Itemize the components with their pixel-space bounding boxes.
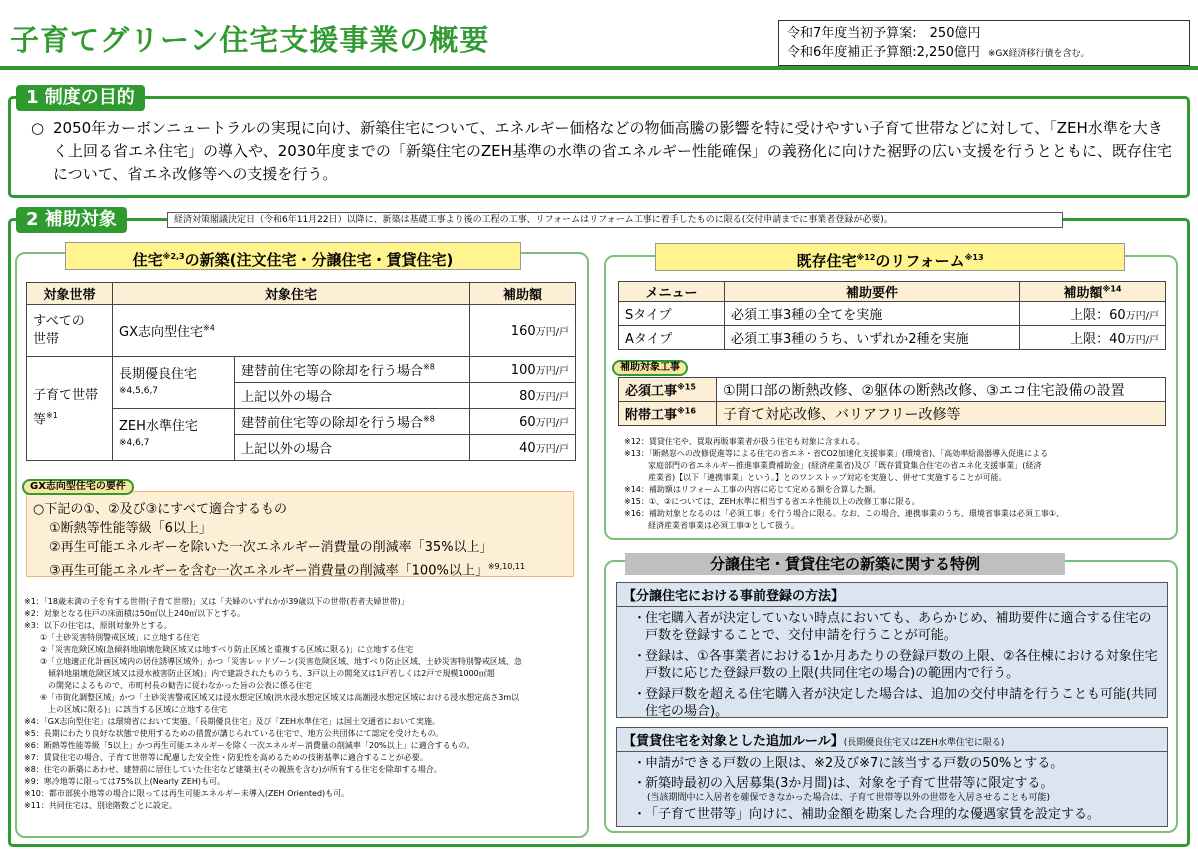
zeh-house-sup: ※4,6,7 [119, 437, 150, 448]
footnote: ※4：「GX志向型住宅」は環境省において実施、「長期優良住宅」及び「ZEH水準住宅」は国土交通省において実施。 [24, 717, 441, 726]
budget-line-2 [787, 43, 1181, 64]
zeh-demolish-amount-cell [470, 409, 576, 435]
col-menu-header: メニュー [619, 282, 725, 302]
a-req-cell: 必須工事3種のうち、いずれか2種を実施 [725, 326, 1020, 350]
footnote: 上の区域に限る)」に該当する区域に立地する住宅 [24, 705, 228, 714]
list-item [627, 610, 1161, 644]
table-row [619, 402, 1166, 426]
reform-table [618, 281, 1166, 350]
child-households-cell [27, 357, 113, 461]
child-households-label: 子育て世帯等 [33, 388, 99, 428]
footnote: ※10：都市部狭小地等の場合に限っては再生可能エネルギー未導入(ZEH Oriented)も可。 [24, 789, 350, 798]
footnote: ④「市街化調整区域」かつ「土砂災害警戒区域又は浸水想定区域(洪水浸水想定区域又は高潮浸水想定区域における浸水想定高さ3m以 [24, 693, 520, 702]
bullet-icon: ・ [633, 611, 647, 626]
table-row [619, 282, 1166, 302]
optional-work-label-cell [619, 402, 717, 426]
col-reform-amount-header [1020, 282, 1166, 302]
a-amount: 上限：40 [1070, 332, 1126, 347]
gx-house-label: GX志向型住宅 [119, 325, 203, 340]
footnote: 産業省)【以下「連携事業」という。】とのワンストップ対応を実施し、併せて実施することが可能。 [624, 473, 1007, 482]
work-tag: 補助対象工事 [612, 360, 688, 376]
long-demolish-amount: 100 [510, 362, 536, 378]
newbuild-heading [65, 242, 521, 270]
demolish-sup: ※8 [423, 414, 435, 424]
unit-label: 万円/戸 [535, 365, 569, 377]
long-other-amount-cell [470, 383, 576, 409]
rental-title-row [617, 728, 1167, 752]
gx-amount: 160 [510, 323, 536, 339]
list-item [627, 648, 1161, 682]
reform-amount-label: 補助額 [1063, 286, 1103, 301]
budget-line-1: 令和7年度当初予算案: 250億円 [787, 26, 981, 41]
gx-house-sup: ※4 [202, 323, 215, 333]
footnote: ※7：賃貸住宅の場合、子育て世帯等に配慮した安全性・防犯性を高めるための技術基準に適合することが必要。 [24, 753, 428, 762]
required-work-sup: ※15 [677, 382, 696, 392]
optional-work-sup: ※16 [677, 406, 696, 416]
long-demolish-cell [235, 357, 470, 383]
long-house-cell [113, 357, 235, 409]
reform-heading-b: のリフォーム [875, 252, 965, 270]
gx-requirements-tag: GX志向型住宅の要件 [22, 479, 134, 495]
footnote: 傾斜地崩壊危険区域又は浸水被害防止区域)」内で建設されたものうち、3戸以上の開発又は1戸若しくは2戸で規模1000㎡超 [24, 669, 495, 678]
reform-amount-sup: ※14 [1102, 284, 1122, 294]
footnote: ※8：住宅の新築にあわせ、建替前に居住していた住宅など建築主(その親族を含む)が所有する住宅を除却する場合。 [24, 765, 442, 774]
long-house-label: 長期優良住宅 [119, 366, 198, 382]
zeh-other-cell: 上記以外の場合 [235, 435, 470, 461]
long-demolish-amount-cell [470, 357, 576, 383]
list-item [627, 686, 1161, 720]
zeh-house-cell [113, 409, 235, 461]
child-households-sup: ※1 [46, 411, 58, 421]
zeh-demolish-cell [235, 409, 470, 435]
left-footnotes [24, 596, 584, 812]
long-other-amount: 80 [519, 388, 536, 404]
long-other-cell: 上記以外の場合 [235, 383, 470, 409]
reform-heading [655, 243, 1125, 271]
gx-req-line3-sup: ※9,10,11 [487, 562, 526, 571]
s-amount: 上限：60 [1070, 308, 1126, 323]
newbuild-heading-a: 住宅 [132, 251, 163, 269]
zeh-house-label: ZEH水準住宅 [119, 418, 198, 434]
section1-box [8, 96, 1190, 198]
purpose-text: 2050年カーボンニュートラルの実現に向け、新築住宅について、エネルギー価格などの物価高騰の影響を特に受けやすい子育て世帯などに対して、「ZEH水準を大きく上回る省エネ住宅」の導入や、2030年度までの「新築住宅のZEH基準の水準の省エネルギー性能確保」の義務化に向けた裾野の広い支援を行うとともに、既存住宅について、省エネ改修等への支援を行う。 [53, 119, 1172, 183]
circle-bullet-icon: ○ [31, 119, 45, 137]
gx-req-line2: ②再生可能エネルギーを除いた一次エネルギー消費量の削減率「35%以上」 [49, 540, 493, 555]
unit-label: 万円/戸 [535, 391, 569, 403]
bullet-icon: ・ [633, 687, 647, 702]
gx-req-line3: ③再生可能エネルギーを含む一次エネルギー消費量の削減率「100%以上」 [49, 563, 488, 579]
footnote: の開発によるもので、市町村長の勧告に従わなかった旨の公表に係る住宅 [24, 681, 312, 690]
rental-title-small: (長期優良住宅又はZEH水準住宅に限る) [843, 738, 1005, 748]
footnote: ※5：長期にわたり良好な状態で使用するための措置が講じられている住宅で、地方公共団体にて認定を受けたもの。 [24, 729, 444, 738]
list-item-text: 登録戸数を超える住宅購入者が決定した場合は、追加の交付申請を行うことも可能(共同住宅の場合)。 [645, 687, 1158, 719]
footnote: ①「土砂災害特別警戒区域」に立地する住宅 [24, 633, 200, 642]
budget-line-2-text: 令和6年度補正予算額:2,250億円 [787, 45, 980, 60]
s-req-cell: 必須工事3種の全てを実施 [725, 302, 1020, 326]
footnote: ※16：補助対象となるのは「必須工事」を行う場合に限る。なお、この場合、連携事業のうち、環境省事業は必須工事①、 [624, 509, 1065, 518]
unit-label: 万円/戸 [1125, 335, 1159, 346]
bullet-icon: ・ [633, 649, 647, 664]
optional-work-text: 子育て対応改修、バリアフリー改修等 [717, 402, 1166, 426]
bullet-icon: ・ [633, 807, 647, 822]
footnote: ※15：①、②については、ZEH水準に相当する省エネ性能以上の改修工事に限る。 [624, 497, 920, 506]
list-item-text: 住宅購入者が決定していない時点においても、あらかじめ、補助要件に適合する住宅の戸数を登録することで、交付申請を行うことが可能。 [645, 611, 1152, 643]
section1-text [31, 117, 1177, 186]
s-amount-cell [1020, 302, 1166, 326]
special-band: 分譲住宅・賃貸住宅の新築に関する特例 [625, 553, 1065, 575]
required-work-label: 必須工事 [625, 384, 678, 399]
table-row [27, 305, 576, 357]
gx-req-line0: 下記の①、②及び③にすべて適合するもの [44, 502, 288, 517]
footnote: ※3：以下の住宅は、原則対象外とする。 [24, 621, 172, 630]
list-item-text: 「子育て世帯等」向けに、補助金額を勘案した合理的な優遇家賃を設定する。 [645, 807, 1101, 822]
col-req-header: 補助要件 [725, 282, 1020, 302]
all-households-label: すべての世帯 [33, 313, 85, 347]
long-house-sup: ※4,5,6,7 [119, 385, 159, 396]
gx-house-cell [113, 305, 470, 357]
demolish-label: 建替前住宅等の除却を行う場合 [241, 416, 424, 431]
newbuild-heading-b: の新築(注文住宅・分譲住宅・賃貸住宅) [184, 251, 454, 269]
demolish-label: 建替前住宅等の除却を行う場合 [241, 364, 424, 379]
page-title: 子育てグリーン住宅支援事業の概要 [10, 23, 490, 57]
list-item-text: 登録は、①各事業者における1か月あたりの登録戸数の上限、②各住棟における対象住宅戸数に応じた登録戸数の上限(共同住宅の場合)の範囲内で行う。 [645, 649, 1158, 681]
newbuild-table [26, 282, 576, 461]
right-footnotes [624, 436, 1174, 532]
bullet-icon: ・ [633, 776, 647, 791]
footnote: 経済産業省事業は必須工事③として扱う。 [624, 521, 800, 530]
circle-bullet-icon: ○ [33, 502, 45, 517]
footnote: ※12：賃貸住宅や、買取再販事業者が扱う住宅も対象に含まれる。 [624, 437, 865, 446]
optional-work-label: 附帯工事 [625, 408, 678, 423]
newbuild-heading-sup: ※2,3 [162, 252, 185, 261]
work-table [618, 377, 1166, 426]
list-item [627, 755, 1161, 772]
table-row [27, 283, 576, 305]
unit-label: 万円/戸 [535, 326, 569, 338]
budget-note: ※GX経済移行債を含む。 [987, 49, 1090, 59]
footnote: 家庭部門の省エネルギー推進事業費補助金」(経済産業省)及び「既存賃貸集合住宅の省エネ化支援事業」(経済 [624, 461, 1042, 470]
section2-header: 2 補助対象 [16, 207, 127, 233]
rental-title: 【賃貸住宅を対象とした追加ルール】 [623, 734, 844, 749]
table-row [619, 302, 1166, 326]
footnote: ※13：「断熱窓への改修促進等による住宅の省エネ・省CO2加速化支援事業」(環境省)、「高効率給湯器導入促進による [624, 449, 1049, 458]
footnote: ※6：断熱等性能等級「5以上」かつ再生可能エネルギーを除く一次エネルギー消費量の削減率「20%以上」に適合するもの。 [24, 741, 475, 750]
footnote: ※14：補助額はリフォーム工事の内容に応じて定める額を合算した額。 [624, 485, 881, 494]
zeh-other-amount-cell [470, 435, 576, 461]
footnote: ※2：対象となる住戸の床面積は50㎡以上240㎡以下とする。 [24, 609, 246, 618]
footnote: ※1：「18歳未満の子を有する世帯(子育て世帯)」又は「夫婦のいずれかが39歳以下の世帯(若者夫婦世帯)」 [24, 597, 409, 606]
footnote: ※11：共同住宅は、別途階数ごとに設定。 [24, 801, 177, 810]
a-amount-cell [1020, 326, 1166, 350]
zeh-other-amount: 40 [519, 440, 536, 456]
footnote: ③「立地適正化計画区域内の居住誘導区域外」かつ「災害レッドゾーン(災害危険区域、地すべり防止区域、土砂災害特別警戒区域、急 [24, 657, 522, 666]
budget-box [778, 20, 1190, 66]
col-house-header: 対象住宅 [113, 283, 470, 305]
section1-header: 1 制度の目的 [16, 85, 145, 111]
gx-req-line1: ①断熱等性能等級「6以上」 [49, 521, 212, 536]
reform-heading-sup2: ※13 [964, 253, 984, 262]
list-item-text: 新築時最初の入居募集(3か月間)は、対象を子育て世帯等に限定する。 [645, 776, 1054, 791]
unit-label: 万円/戸 [535, 417, 569, 429]
col-amount-header: 補助額 [470, 283, 576, 305]
presale-title: 【分譲住宅における事前登録の方法】 [617, 583, 1167, 607]
table-row [619, 326, 1166, 350]
demolish-sup: ※8 [423, 362, 435, 372]
section2-note: 経済対策閣議決定日（令和6年11月22日）以降に、新築は基礎工事より後の工程の工事、リフォームはリフォーム工事に着手したものに限る(交付申請までに事業者登録が必要)。 [167, 212, 1063, 228]
list-item-text: 申請ができる戸数の上限は、※2及び※7に該当する戸数の50%とする。 [645, 756, 1064, 771]
gx-req-line3-row [33, 557, 567, 580]
rental-box [616, 727, 1168, 827]
s-type-cell: Sタイプ [619, 302, 725, 326]
required-work-text: ①開口部の断熱改修、②躯体の断熱改修、③エコ住宅設備の設置 [717, 378, 1166, 402]
reform-heading-sup: ※12 [856, 253, 876, 262]
list-item [627, 806, 1161, 823]
zeh-demolish-amount: 60 [519, 414, 536, 430]
reform-heading-a: 既存住宅 [796, 252, 857, 270]
required-work-label-cell [619, 378, 717, 402]
title-divider [0, 66, 1198, 70]
gx-req-intro [33, 500, 567, 519]
rental-subnote: (当該期間中に入居者を確保できなかった場合は、子育て世帯等以外の世帯を入居させることも可能) [647, 793, 1051, 803]
presale-box [616, 582, 1168, 718]
list-item [627, 775, 1161, 792]
unit-label: 万円/戸 [535, 443, 569, 455]
bullet-icon: ・ [633, 756, 647, 771]
gx-amount-cell [470, 305, 576, 357]
footnote: ②「災害危険区域(急傾斜地崩壊危険区域又は地すべり防止区域と重複する区域に限る)」に立地する住宅 [24, 645, 414, 654]
gx-requirements-box [26, 491, 574, 577]
footnote: ※9：寒冷地等に限っては75%以上(Nearly ZEH)も可。 [24, 777, 225, 786]
table-row [619, 378, 1166, 402]
unit-label: 万円/戸 [1125, 311, 1159, 322]
all-households-cell [27, 305, 113, 357]
a-type-cell: Aタイプ [619, 326, 725, 350]
col-target-header: 対象世帯 [27, 283, 113, 305]
table-row [27, 357, 576, 383]
